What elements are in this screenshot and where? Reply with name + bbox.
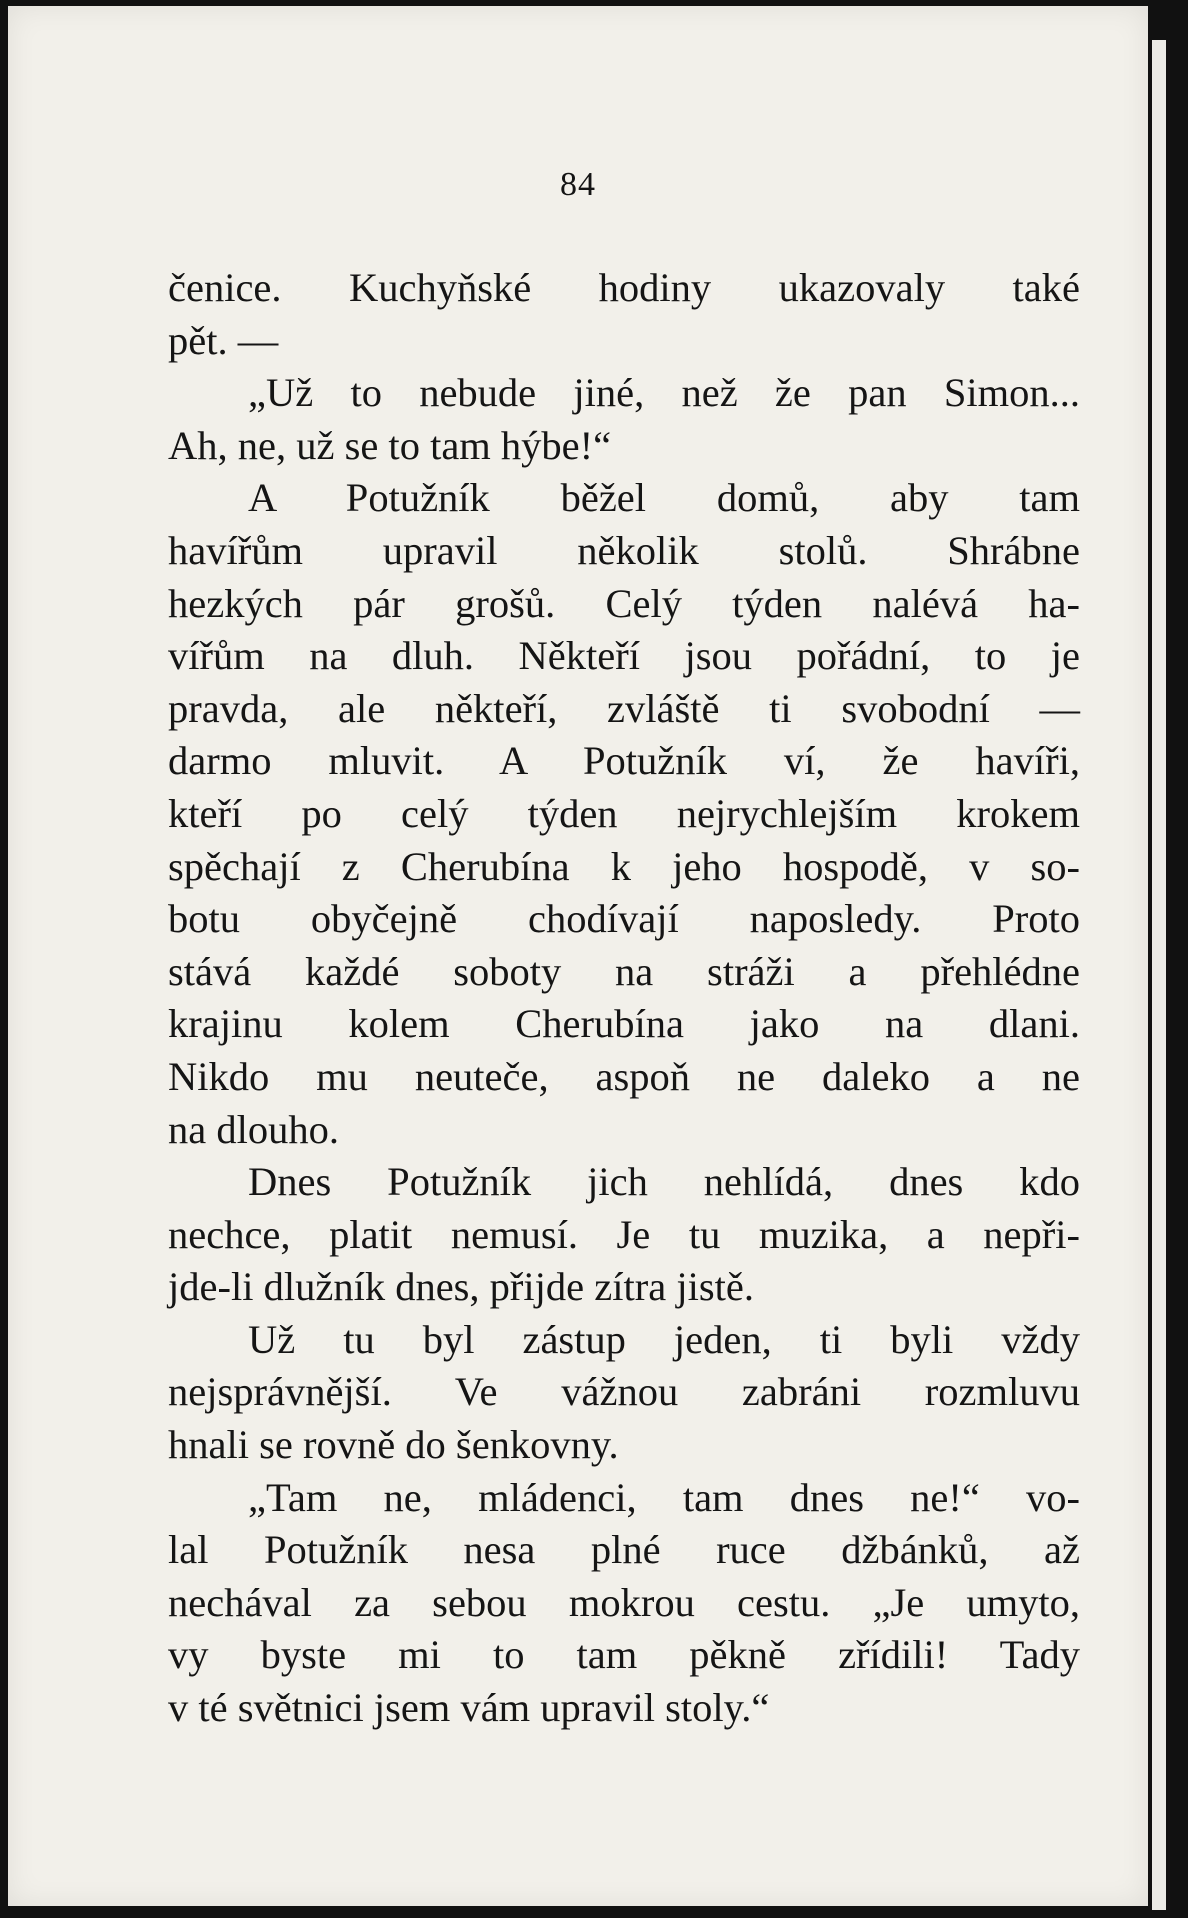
text-line: krajinu kolem Cherubína jako na dlani.: [168, 1001, 1080, 1047]
text-line: vy byste mi to tam pěkně zřídili! Tady: [168, 1632, 1080, 1678]
next-page-edge: [1152, 40, 1166, 1910]
text-line: Nikdo mu neuteče, aspoň ne daleko a ne: [168, 1053, 1080, 1099]
text-line: Ah, ne, už se to tam hýbe!“: [168, 422, 612, 468]
text-line: spěchají z Cherubína k jeho hospodě, v so-: [168, 843, 1080, 889]
text-line: jde-li dlužník dnes, přijde zítra jistě.: [168, 1264, 754, 1310]
text-line: hezkých pár grošů. Celý týden nalévá ha-: [168, 580, 1080, 626]
page-number: 84: [560, 166, 596, 203]
text-line: v té světnici jsem vám upravil stoly.“: [168, 1685, 770, 1731]
book-page: [8, 6, 1148, 1906]
text-line: havířům upravil několik stolů. Shrábne: [168, 527, 1080, 573]
text-line: kteří po celý týden nejrychlejším krokem: [168, 790, 1080, 836]
text-line: nejsprávnější. Ve vážnou zabráni rozmluvu: [168, 1369, 1080, 1415]
text-line: botu obyčejně chodívají naposledy. Proto: [168, 896, 1080, 942]
text-line: nechával za sebou mokrou cestu. „Je umyto,: [168, 1579, 1080, 1625]
text-line: Už tu byl zástup jeden, ti byli vždy: [248, 1316, 1080, 1362]
text-line: nechce, platit nemusí. Je tu muzika, a nepři-: [168, 1211, 1080, 1257]
text-line: darmo mluvit. A Potužník ví, že havíři,: [168, 738, 1080, 784]
text-line: na dlouho.: [168, 1106, 339, 1152]
text-line: A Potužník běžel domů, aby tam: [248, 475, 1080, 521]
text-line: vířům na dluh. Někteří jsou pořádní, to je: [168, 633, 1080, 679]
text-line: hnali se rovně do šenkovny.: [168, 1422, 619, 1468]
text-line: pravda, ale někteří, zvláště ti svobodní —: [168, 685, 1080, 731]
text-line: čenice. Kuchyňské hodiny ukazovaly také: [168, 265, 1080, 310]
body-text: [168, 262, 1080, 1735]
text-line: „Tam ne, mládenci, tam dnes ne!“ vo-: [248, 1474, 1080, 1520]
text-line: „Už to nebude jiné, než že pan Simon...: [248, 370, 1080, 416]
text-line: pět. —: [168, 317, 279, 363]
text-line: stává každé soboty na stráži a přehlédne: [168, 948, 1080, 994]
text-line: lal Potužník nesa plné ruce džbánků, až: [168, 1527, 1080, 1573]
text-line: Dnes Potužník jich nehlídá, dnes kdo: [248, 1159, 1080, 1205]
